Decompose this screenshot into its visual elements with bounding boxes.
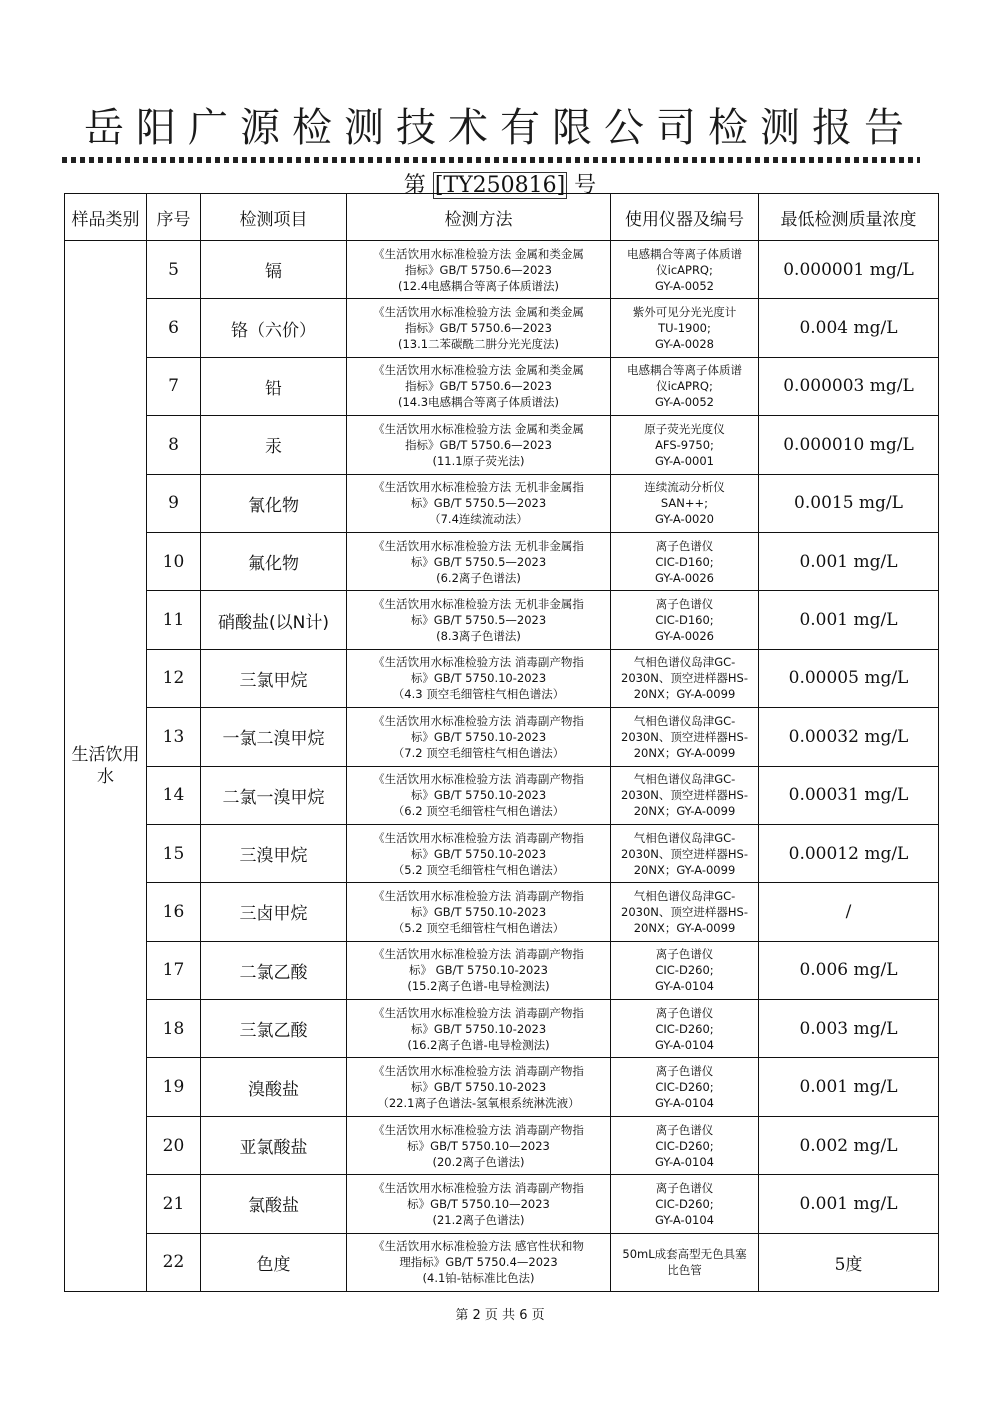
table-row	[65, 1058, 939, 1116]
row-item: 一氯二溴甲烷	[201, 708, 347, 766]
row-method	[347, 591, 611, 649]
method-line: 标》GB/T 5750.10-2023	[410, 788, 547, 803]
method-line: (15.2离子色谱-电导检测法)	[407, 979, 550, 994]
instrument-line: 离子色谱仪	[655, 538, 714, 553]
row-detection-limit: 0.002 mg/L	[759, 1116, 939, 1174]
method-line: (13.1二苯碳酰二肼分光光度法)	[397, 337, 560, 352]
method-line: 指标》GB/T 5750.6—2023	[405, 437, 552, 452]
instrument-line: 气相色谱仪岛津GC-	[633, 772, 736, 787]
row-detection-limit: 5度	[759, 1233, 939, 1291]
method-line: (21.2离子色谱法)	[432, 1212, 525, 1227]
row-detection-limit: 0.000003 mg/L	[759, 357, 939, 415]
instrument-line: AFS-9750;	[655, 437, 714, 452]
instrument-line: GY-A-0104	[655, 1096, 714, 1111]
row-method	[347, 883, 611, 941]
row-instrument	[611, 1116, 759, 1174]
instrument-line: GY-A-0020	[655, 512, 714, 527]
sample-category: 生活饮用水	[65, 241, 147, 1292]
row-seq: 15	[147, 824, 201, 882]
instrument-line: CIC-D160;	[655, 554, 714, 569]
method-line: 《生活饮用水标准检验方法 金属和类金属	[373, 363, 584, 378]
method-line: 《生活饮用水标准检验方法 消毒副产物指	[373, 772, 584, 787]
row-detection-limit: 0.006 mg/L	[759, 941, 939, 999]
row-item: 溴酸盐	[201, 1058, 347, 1116]
row-detection-limit: 0.00005 mg/L	[759, 649, 939, 707]
table-row	[65, 883, 939, 941]
row-item: 二氯乙酸	[201, 941, 347, 999]
table-row	[65, 649, 939, 707]
method-line: 标》GB/T 5750.10—2023	[407, 1196, 550, 1211]
method-line: 标》GB/T 5750.5—2023	[410, 613, 547, 628]
row-item: 镉	[201, 241, 347, 299]
instrument-line: GY-A-0026	[655, 570, 714, 585]
row-instrument	[611, 416, 759, 474]
instrument-line: GY-A-0104	[655, 1037, 714, 1052]
row-item: 铅	[201, 357, 347, 415]
method-line: 《生活饮用水标准检验方法 消毒副产物指	[373, 1064, 584, 1079]
method-line: 《生活饮用水标准检验方法 无机非金属指	[373, 480, 584, 495]
row-seq: 10	[147, 532, 201, 590]
instrument-line: 离子色谱仪	[655, 1005, 714, 1020]
col-header-category: 样品类别	[65, 194, 147, 241]
instrument-line: CIC-D260;	[655, 1196, 714, 1211]
row-detection-limit: 0.004 mg/L	[759, 299, 939, 357]
method-line: 《生活饮用水标准检验方法 感官性状和物	[373, 1239, 584, 1254]
row-seq: 11	[147, 591, 201, 649]
dotted-divider	[62, 157, 920, 163]
row-item: 硝酸盐(以N计)	[201, 591, 347, 649]
report-title: 岳阳广源检测技术有限公司检测报告	[84, 105, 916, 151]
row-detection-limit: 0.00031 mg/L	[759, 766, 939, 824]
instrument-line: GY-A-0104	[655, 979, 714, 994]
method-line: 《生活饮用水标准检验方法 金属和类金属	[373, 246, 584, 261]
row-instrument	[611, 941, 759, 999]
row-seq: 22	[147, 1233, 201, 1291]
method-line: 指标》GB/T 5750.6—2023	[405, 379, 552, 394]
row-seq: 8	[147, 416, 201, 474]
row-item: 氟化物	[201, 532, 347, 590]
row-method	[347, 649, 611, 707]
row-detection-limit: /	[759, 883, 939, 941]
row-seq: 5	[147, 241, 201, 299]
row-item: 三溴甲烷	[201, 824, 347, 882]
table-row	[65, 1000, 939, 1058]
table-row	[65, 708, 939, 766]
instrument-line: SAN++;	[660, 496, 709, 511]
instrument-line: CIC-D260;	[655, 1138, 714, 1153]
method-line: （22.1离子色谱法-氢氧根系统淋洗液）	[377, 1096, 580, 1111]
report-number-prefix: 第	[403, 173, 426, 198]
row-seq: 12	[147, 649, 201, 707]
row-instrument	[611, 474, 759, 532]
method-line: 《生活饮用水标准检验方法 消毒副产物指	[373, 888, 584, 903]
instrument-line: 20NX；GY-A-0099	[633, 745, 736, 760]
instrument-line: GY-A-0001	[655, 453, 714, 468]
row-instrument	[611, 766, 759, 824]
table-body	[65, 241, 939, 1292]
instrument-line: GY-A-0052	[655, 278, 714, 293]
row-instrument	[611, 241, 759, 299]
row-method	[347, 299, 611, 357]
method-line: (16.2离子色谱-电导检测法)	[407, 1037, 550, 1052]
instrument-line: 电感耦合等离子体质谱	[627, 363, 742, 378]
row-method	[347, 532, 611, 590]
row-instrument	[611, 824, 759, 882]
table-row	[65, 299, 939, 357]
table-row	[65, 1233, 939, 1291]
instrument-line: 离子色谱仪	[655, 947, 714, 962]
instrument-line: GY-A-0028	[655, 337, 714, 352]
row-seq: 9	[147, 474, 201, 532]
instrument-line: GY-A-0052	[655, 395, 714, 410]
row-detection-limit: 0.00012 mg/L	[759, 824, 939, 882]
instrument-line: GY-A-0026	[655, 629, 714, 644]
instrument-line: 仪icAPRQ;	[656, 262, 713, 277]
instrument-line: TU-1900;	[658, 321, 711, 336]
instrument-line: 离子色谱仪	[655, 1064, 714, 1079]
instrument-line: 离子色谱仪	[655, 1180, 714, 1195]
col-header-seq: 序号	[147, 194, 201, 241]
row-method	[347, 1116, 611, 1174]
method-line: 《生活饮用水标准检验方法 消毒副产物指	[373, 947, 584, 962]
method-line: 标》GB/T 5750.5—2023	[410, 496, 547, 511]
instrument-line: CIC-D160;	[655, 613, 714, 628]
instrument-line: 2030N、顶空进样器HS-	[621, 846, 748, 861]
instrument-line: 20NX；GY-A-0099	[633, 804, 736, 819]
method-line: 理指标》GB/T 5750.4—2023	[399, 1255, 558, 1270]
instrument-line: CIC-D260;	[655, 1080, 714, 1095]
row-instrument	[611, 1000, 759, 1058]
table-row	[65, 1175, 939, 1233]
method-line: （5.2 顶空毛细管柱气相色谱法）	[392, 920, 565, 935]
row-method	[347, 708, 611, 766]
col-header-method: 检测方法	[347, 194, 611, 241]
instrument-line: GY-A-0104	[655, 1212, 714, 1227]
row-method	[347, 766, 611, 824]
row-item: 汞	[201, 416, 347, 474]
method-line: 指标》GB/T 5750.6—2023	[405, 321, 552, 336]
row-instrument	[611, 1175, 759, 1233]
instrument-line: 20NX；GY-A-0099	[633, 687, 736, 702]
instrument-line: 50mL成套高型无色具塞	[622, 1247, 747, 1262]
instrument-line: 气相色谱仪岛津GC-	[633, 713, 736, 728]
method-line: 标》GB/T 5750.10-2023	[410, 729, 547, 744]
row-detection-limit: 0.003 mg/L	[759, 1000, 939, 1058]
method-line: 《生活饮用水标准检验方法 消毒副产物指	[373, 1005, 584, 1020]
row-item: 亚氯酸盐	[201, 1116, 347, 1174]
report-code: [TY250816]	[434, 173, 566, 198]
row-method	[347, 357, 611, 415]
method-line: 《生活饮用水标准检验方法 消毒副产物指	[373, 830, 584, 845]
row-detection-limit: 0.0015 mg/L	[759, 474, 939, 532]
method-line: 《生活饮用水标准检验方法 消毒副产物指	[373, 1122, 584, 1137]
instrument-line: 比色管	[667, 1263, 702, 1278]
row-method	[347, 824, 611, 882]
table-row	[65, 766, 939, 824]
row-method	[347, 1233, 611, 1291]
method-line: （5.2 顶空毛细管柱气相色谱法）	[392, 862, 565, 877]
instrument-line: 连续流动分析仪	[644, 480, 725, 495]
instrument-line: GY-A-0104	[655, 1154, 714, 1169]
method-line: 标》GB/T 5750.10-2023	[410, 904, 547, 919]
col-header-instrument: 使用仪器及编号	[611, 194, 759, 241]
table-header-row	[65, 194, 939, 241]
row-detection-limit: 0.001 mg/L	[759, 1058, 939, 1116]
instrument-line: 20NX；GY-A-0099	[633, 862, 736, 877]
row-seq: 16	[147, 883, 201, 941]
table-row	[65, 591, 939, 649]
method-line: 《生活饮用水标准检验方法 金属和类金属	[373, 305, 584, 320]
row-method	[347, 1058, 611, 1116]
instrument-line: 仪icAPRQ;	[656, 379, 713, 394]
table-row	[65, 941, 939, 999]
method-line: (20.2离子色谱法)	[432, 1154, 525, 1169]
row-item: 三氯甲烷	[201, 649, 347, 707]
method-line: 《生活饮用水标准检验方法 无机非金属指	[373, 538, 584, 553]
row-detection-limit: 0.000010 mg/L	[759, 416, 939, 474]
row-seq: 6	[147, 299, 201, 357]
row-seq: 13	[147, 708, 201, 766]
instrument-line: 电感耦合等离子体质谱	[627, 246, 742, 261]
col-header-item: 检测项目	[201, 194, 347, 241]
row-item: 三卤甲烷	[201, 883, 347, 941]
row-detection-limit: 0.00032 mg/L	[759, 708, 939, 766]
method-line: 标》GB/T 5750.10-2023	[410, 846, 547, 861]
method-line: （7.2 顶空毛细管柱气相色谱法）	[392, 745, 565, 760]
method-line: 《生活饮用水标准检验方法 消毒副产物指	[373, 1180, 584, 1195]
instrument-line: 紫外可见分光光度计	[632, 305, 737, 320]
method-line: 《生活饮用水标准检验方法 无机非金属指	[373, 597, 584, 612]
row-seq: 19	[147, 1058, 201, 1116]
table-row	[65, 416, 939, 474]
method-line: （4.3 顶空毛细管柱气相色谱法）	[392, 687, 565, 702]
row-instrument	[611, 299, 759, 357]
method-line: 标》GB/T 5750.10-2023	[410, 1021, 547, 1036]
row-instrument	[611, 532, 759, 590]
method-line: 标》GB/T 5750.10—2023	[407, 1138, 550, 1153]
table-row	[65, 241, 939, 299]
method-line: 指标》GB/T 5750.6—2023	[405, 262, 552, 277]
row-instrument	[611, 1233, 759, 1291]
method-line: 标》GB/T 5750.10-2023	[410, 1080, 547, 1095]
table-row	[65, 474, 939, 532]
row-item: 氯酸盐	[201, 1175, 347, 1233]
row-method	[347, 1175, 611, 1233]
row-method	[347, 941, 611, 999]
results-table	[64, 193, 939, 1292]
method-line: 《生活饮用水标准检验方法 消毒副产物指	[373, 713, 584, 728]
report-number-suffix: 号	[574, 173, 597, 198]
instrument-line: 2030N、顶空进样器HS-	[621, 788, 748, 803]
table-row	[65, 824, 939, 882]
method-line: (8.3离子色谱法)	[436, 629, 521, 644]
instrument-line: 气相色谱仪岛津GC-	[633, 888, 736, 903]
method-line: (6.2离子色谱法)	[436, 570, 521, 585]
row-method	[347, 474, 611, 532]
row-instrument	[611, 591, 759, 649]
row-item: 氰化物	[201, 474, 347, 532]
row-method	[347, 1000, 611, 1058]
table-row	[65, 532, 939, 590]
row-instrument	[611, 883, 759, 941]
table-row	[65, 357, 939, 415]
instrument-line: 2030N、顶空进样器HS-	[621, 904, 748, 919]
instrument-line: 20NX；GY-A-0099	[633, 920, 736, 935]
method-line: （7.4连续流动法）	[429, 512, 528, 527]
row-method	[347, 416, 611, 474]
row-item: 二氯一溴甲烷	[201, 766, 347, 824]
method-line: (4.1铂-钴标准比色法)	[422, 1271, 535, 1286]
method-line: 标》GB/T 5750.10-2023	[410, 671, 547, 686]
method-line: 《生活饮用水标准检验方法 消毒副产物指	[373, 655, 584, 670]
row-seq: 17	[147, 941, 201, 999]
row-seq: 21	[147, 1175, 201, 1233]
method-line: 标》GB/T 5750.5—2023	[410, 554, 547, 569]
row-detection-limit: 0.001 mg/L	[759, 532, 939, 590]
instrument-line: CIC-D260;	[655, 963, 714, 978]
row-seq: 20	[147, 1116, 201, 1174]
row-detection-limit: 0.000001 mg/L	[759, 241, 939, 299]
method-line: (12.4电感耦合等离子体质谱法)	[397, 278, 560, 293]
method-line: 《生活饮用水标准检验方法 金属和类金属	[373, 421, 584, 436]
method-line: 标》 GB/T 5750.10-2023	[409, 963, 548, 978]
instrument-line: 气相色谱仪岛津GC-	[633, 655, 736, 670]
instrument-line: 离子色谱仪	[655, 1122, 714, 1137]
row-detection-limit: 0.001 mg/L	[759, 591, 939, 649]
row-seq: 7	[147, 357, 201, 415]
row-item: 色度	[201, 1233, 347, 1291]
row-item: 铬（六价）	[201, 299, 347, 357]
method-line: （6.2 顶空毛细管柱气相色谱法）	[392, 804, 565, 819]
instrument-line: CIC-D260;	[655, 1021, 714, 1036]
instrument-line: 2030N、顶空进样器HS-	[621, 671, 748, 686]
page-number: 第 2 页 共 6 页	[455, 1308, 545, 1323]
col-header-limit: 最低检测质量浓度	[759, 194, 939, 241]
row-seq: 14	[147, 766, 201, 824]
row-method	[347, 241, 611, 299]
row-instrument	[611, 649, 759, 707]
row-seq: 18	[147, 1000, 201, 1058]
row-instrument	[611, 708, 759, 766]
instrument-line: 原子荧光光度仪	[644, 421, 725, 436]
row-item: 三氯乙酸	[201, 1000, 347, 1058]
method-line: (14.3电感耦合等离子体质谱法)	[397, 395, 560, 410]
row-instrument	[611, 1058, 759, 1116]
instrument-line: 气相色谱仪岛津GC-	[633, 830, 736, 845]
table-row	[65, 1116, 939, 1174]
instrument-line: 2030N、顶空进样器HS-	[621, 729, 748, 744]
method-line: (11.1原子荧光法)	[432, 453, 525, 468]
row-detection-limit: 0.001 mg/L	[759, 1175, 939, 1233]
instrument-line: 离子色谱仪	[655, 597, 714, 612]
row-instrument	[611, 357, 759, 415]
